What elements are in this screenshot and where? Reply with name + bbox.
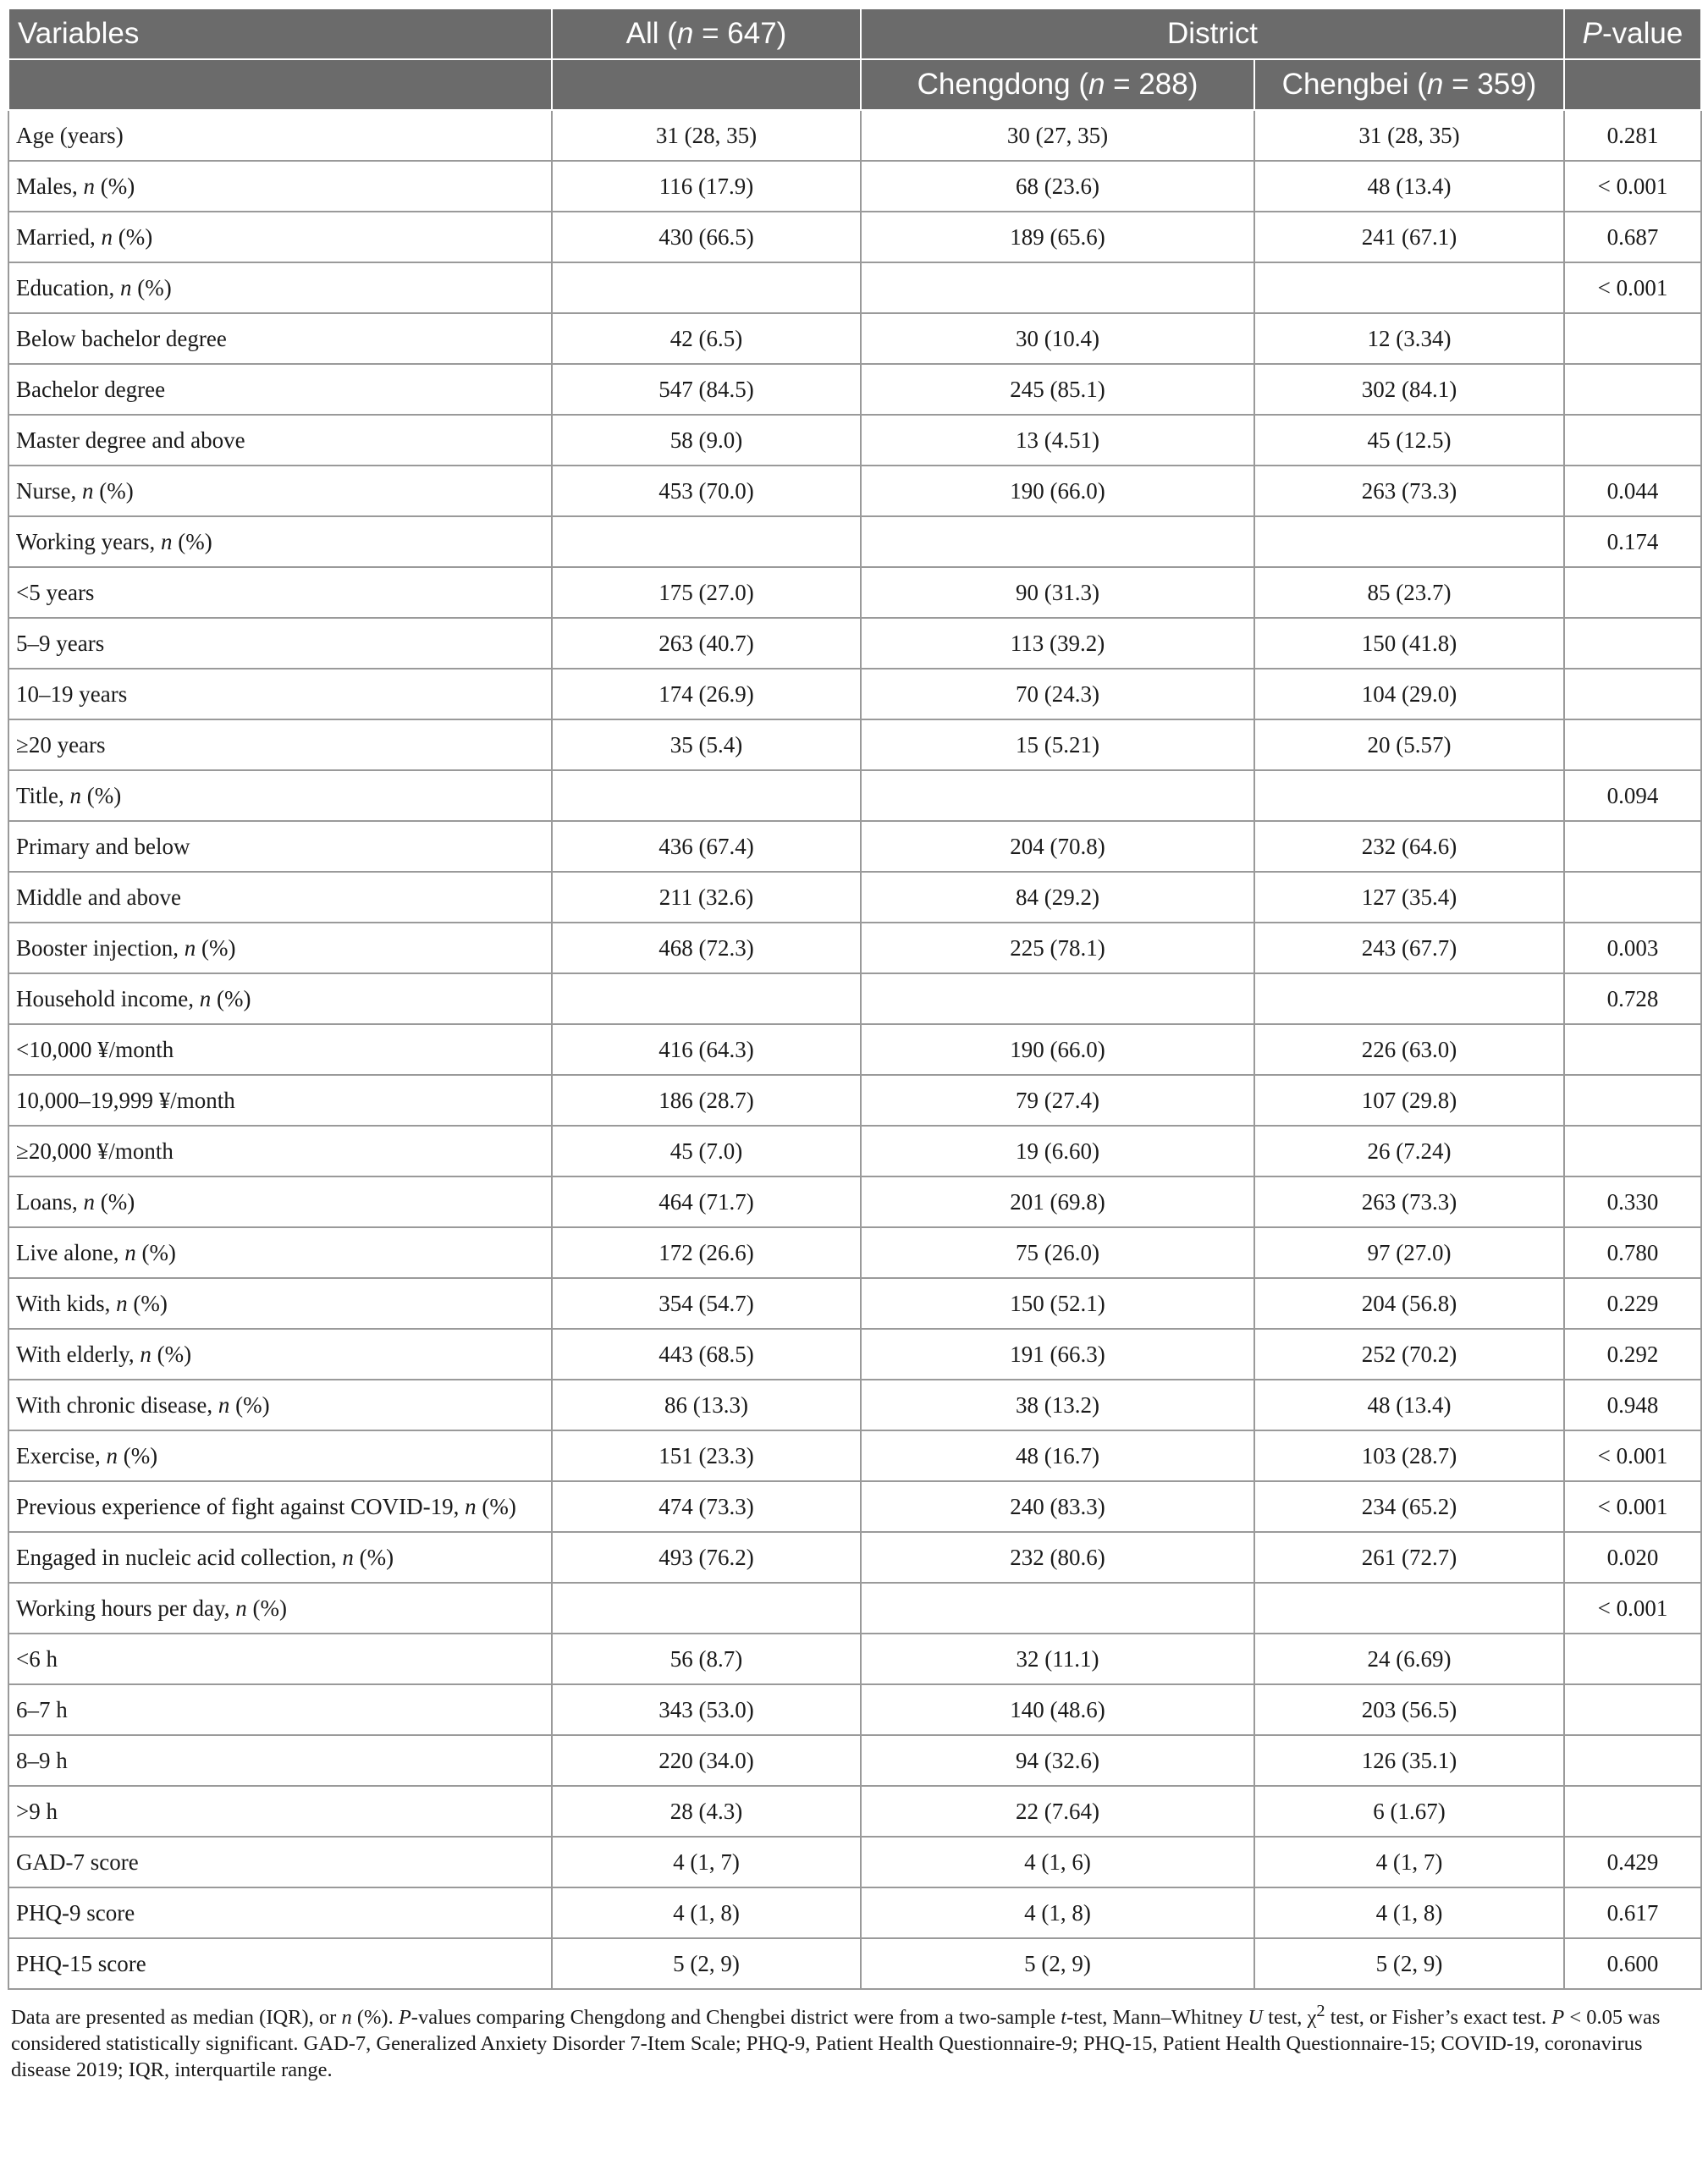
cell-variable: 6–7 h: [8, 1684, 552, 1735]
cell-p-value: [1564, 567, 1701, 618]
cell-all: 28 (4.3): [552, 1786, 861, 1837]
table-row: [8, 1126, 1701, 1176]
cell-all: 430 (66.5): [552, 212, 861, 262]
cell-chengdong: 30 (10.4): [861, 313, 1254, 364]
cell-variable: ≥20 years: [8, 719, 552, 770]
header-row-1: [8, 8, 1701, 59]
cell-chengdong: 150 (52.1): [861, 1278, 1254, 1329]
cell-p-value: 0.330: [1564, 1176, 1701, 1227]
cell-p-value: [1564, 618, 1701, 669]
cell-chengbei: 204 (56.8): [1254, 1278, 1564, 1329]
cell-chengdong: 190 (66.0): [861, 466, 1254, 516]
cell-chengdong: 22 (7.64): [861, 1786, 1254, 1837]
cell-variable: <10,000 ¥/month: [8, 1024, 552, 1075]
table-row: [8, 1532, 1701, 1583]
table-row: [8, 770, 1701, 821]
cell-p-value: 0.044: [1564, 466, 1701, 516]
cell-chengbei: 48 (13.4): [1254, 161, 1564, 212]
cell-p-value: 0.003: [1564, 923, 1701, 973]
cell-all: 172 (26.6): [552, 1227, 861, 1278]
table-row: [8, 1024, 1701, 1075]
table-row: [8, 618, 1701, 669]
cell-p-value: [1564, 1684, 1701, 1735]
cell-chengbei: 107 (29.8): [1254, 1075, 1564, 1126]
cell-chengdong: 201 (69.8): [861, 1176, 1254, 1227]
cell-chengbei: 150 (41.8): [1254, 618, 1564, 669]
cell-chengdong: 94 (32.6): [861, 1735, 1254, 1786]
cell-chengdong: [861, 516, 1254, 567]
cell-p-value: 0.229: [1564, 1278, 1701, 1329]
header-all: All (n = 647): [552, 8, 861, 59]
cell-chengbei: 263 (73.3): [1254, 1176, 1564, 1227]
table-row: [8, 110, 1701, 161]
cell-chengbei: 243 (67.7): [1254, 923, 1564, 973]
cell-p-value: [1564, 1075, 1701, 1126]
cell-chengbei: 104 (29.0): [1254, 669, 1564, 719]
cell-chengdong: 4 (1, 8): [861, 1887, 1254, 1938]
cell-p-value: 0.020: [1564, 1532, 1701, 1583]
cell-chengbei: 232 (64.6): [1254, 821, 1564, 872]
table-row: [8, 973, 1701, 1024]
cell-variable: Engaged in nucleic acid collection, n (%): [8, 1532, 552, 1583]
table-row: [8, 1583, 1701, 1634]
cell-chengdong: [861, 1583, 1254, 1634]
cell-p-value: 0.617: [1564, 1887, 1701, 1938]
cell-variable: Loans, n (%): [8, 1176, 552, 1227]
table-row: [8, 1887, 1701, 1938]
cell-chengdong: 113 (39.2): [861, 618, 1254, 669]
cell-all: 453 (70.0): [552, 466, 861, 516]
table-row: [8, 1278, 1701, 1329]
cell-chengbei: 263 (73.3): [1254, 466, 1564, 516]
header-row-2: [8, 59, 1701, 110]
cell-variable: Age (years): [8, 110, 552, 161]
table-row: [8, 719, 1701, 770]
table-row: [8, 1380, 1701, 1430]
cell-all: 464 (71.7): [552, 1176, 861, 1227]
cell-variable: PHQ-15 score: [8, 1938, 552, 1989]
header-blank: [8, 59, 552, 110]
header-district: District: [861, 8, 1564, 59]
cell-all: 174 (26.9): [552, 669, 861, 719]
cell-all: 86 (13.3): [552, 1380, 861, 1430]
cell-p-value: 0.094: [1564, 770, 1701, 821]
cell-chengdong: 204 (70.8): [861, 821, 1254, 872]
cell-all: 4 (1, 7): [552, 1837, 861, 1887]
cell-variable: Previous experience of fight against COVID-19, n (%): [8, 1481, 552, 1532]
cell-chengbei: [1254, 1583, 1564, 1634]
table-header: [8, 8, 1701, 110]
cell-variable: 10–19 years: [8, 669, 552, 719]
cell-all: [552, 973, 861, 1024]
cell-all: 547 (84.5): [552, 364, 861, 415]
table-row: [8, 567, 1701, 618]
header-blank: [552, 59, 861, 110]
cell-variable: ≥20,000 ¥/month: [8, 1126, 552, 1176]
cell-variable: Primary and below: [8, 821, 552, 872]
cell-all: 56 (8.7): [552, 1634, 861, 1684]
cell-variable: Title, n (%): [8, 770, 552, 821]
cell-chengbei: 127 (35.4): [1254, 872, 1564, 923]
cell-variable: With chronic disease, n (%): [8, 1380, 552, 1430]
cell-chengdong: 191 (66.3): [861, 1329, 1254, 1380]
header-p-value: P-value: [1564, 8, 1701, 59]
cell-chengbei: 12 (3.34): [1254, 313, 1564, 364]
cell-chengbei: 26 (7.24): [1254, 1126, 1564, 1176]
cell-all: 4 (1, 8): [552, 1887, 861, 1938]
cell-all: 354 (54.7): [552, 1278, 861, 1329]
table-footnote: Data are presented as median (IQR), or n (%). P-values comparing Chengdong and Chengbei district were from a two-sample t-test, Mann–Whitney U test, $\chi^2$ test, or Fisher’s exact test. P < 0.05 was considered statistically significant. GAD-7, Generalized Anxiety Disorder 7-Item Scale; PHQ-9, Patient Health Questionnaire-9; PHQ-15, Patient Health Questionnaire-15; COVID-19, coronavirus disease 2019; IQR, interquartile range.: [11, 2002, 1661, 2082]
cell-variable: Nurse, n (%): [8, 466, 552, 516]
cell-chengdong: 90 (31.3): [861, 567, 1254, 618]
cell-p-value: [1564, 364, 1701, 415]
cell-chengbei: 31 (28, 35): [1254, 110, 1564, 161]
cell-p-value: [1564, 719, 1701, 770]
cell-variable: PHQ-9 score: [8, 1887, 552, 1938]
cell-variable: Below bachelor degree: [8, 313, 552, 364]
cell-all: [552, 516, 861, 567]
cell-p-value: 0.281: [1564, 110, 1701, 161]
cell-chengbei: 20 (5.57): [1254, 719, 1564, 770]
cell-p-value: < 0.001: [1564, 262, 1701, 313]
cell-chengdong: 5 (2, 9): [861, 1938, 1254, 1989]
cell-variable: Married, n (%): [8, 212, 552, 262]
cell-chengdong: [861, 770, 1254, 821]
cell-all: 263 (40.7): [552, 618, 861, 669]
cell-variable: 5–9 years: [8, 618, 552, 669]
cell-all: 416 (64.3): [552, 1024, 861, 1075]
cell-chengbei: 234 (65.2): [1254, 1481, 1564, 1532]
cell-variable: Household income, n (%): [8, 973, 552, 1024]
cell-chengdong: 13 (4.51): [861, 415, 1254, 466]
cell-all: [552, 262, 861, 313]
cell-chengbei: 126 (35.1): [1254, 1735, 1564, 1786]
cell-variable: Males, n (%): [8, 161, 552, 212]
cell-chengbei: 48 (13.4): [1254, 1380, 1564, 1430]
cell-chengbei: [1254, 262, 1564, 313]
table-row: [8, 1786, 1701, 1837]
cell-chengdong: 79 (27.4): [861, 1075, 1254, 1126]
cell-chengdong: 19 (6.60): [861, 1126, 1254, 1176]
table-row: [8, 212, 1701, 262]
cell-chengdong: 140 (48.6): [861, 1684, 1254, 1735]
cell-chengdong: 4 (1, 6): [861, 1837, 1254, 1887]
cell-variable: Bachelor degree: [8, 364, 552, 415]
cell-variable: Exercise, n (%): [8, 1430, 552, 1481]
cell-chengbei: 5 (2, 9): [1254, 1938, 1564, 1989]
cell-variable: Booster injection, n (%): [8, 923, 552, 973]
cell-p-value: [1564, 821, 1701, 872]
header-chengdong: Chengdong (n = 288): [861, 59, 1254, 110]
table-row: [8, 1481, 1701, 1532]
cell-chengbei: 226 (63.0): [1254, 1024, 1564, 1075]
cell-chengbei: 6 (1.67): [1254, 1786, 1564, 1837]
cell-chengdong: 15 (5.21): [861, 719, 1254, 770]
cell-variable: Middle and above: [8, 872, 552, 923]
characteristics-table: [8, 8, 1702, 1990]
cell-chengbei: [1254, 973, 1564, 1024]
cell-variable: Master degree and above: [8, 415, 552, 466]
cell-chengdong: 84 (29.2): [861, 872, 1254, 923]
document-page: [8, 8, 1700, 2083]
cell-chengdong: 245 (85.1): [861, 364, 1254, 415]
cell-chengbei: 241 (67.1): [1254, 212, 1564, 262]
table-row: [8, 669, 1701, 719]
cell-variable: Live alone, n (%): [8, 1227, 552, 1278]
table-row: [8, 1837, 1701, 1887]
cell-chengbei: 4 (1, 7): [1254, 1837, 1564, 1887]
cell-p-value: [1564, 669, 1701, 719]
cell-chengdong: [861, 973, 1254, 1024]
cell-p-value: 0.687: [1564, 212, 1701, 262]
cell-all: 58 (9.0): [552, 415, 861, 466]
cell-all: [552, 1583, 861, 1634]
table-row: [8, 923, 1701, 973]
cell-chengbei: [1254, 516, 1564, 567]
table-row: [8, 1227, 1701, 1278]
cell-all: 31 (28, 35): [552, 110, 861, 161]
cell-chengdong: 225 (78.1): [861, 923, 1254, 973]
cell-chengdong: 75 (26.0): [861, 1227, 1254, 1278]
table-row: [8, 1176, 1701, 1227]
table-row: [8, 313, 1701, 364]
table-row: [8, 1938, 1701, 1989]
cell-all: 436 (67.4): [552, 821, 861, 872]
cell-chengdong: [861, 262, 1254, 313]
cell-chengdong: 68 (23.6): [861, 161, 1254, 212]
cell-chengdong: 48 (16.7): [861, 1430, 1254, 1481]
cell-p-value: [1564, 1634, 1701, 1684]
table-row: [8, 1684, 1701, 1735]
cell-chengbei: 24 (6.69): [1254, 1634, 1564, 1684]
cell-chengdong: 190 (66.0): [861, 1024, 1254, 1075]
cell-variable: >9 h: [8, 1786, 552, 1837]
cell-variable: Working hours per day, n (%): [8, 1583, 552, 1634]
cell-all: 343 (53.0): [552, 1684, 861, 1735]
cell-chengbei: [1254, 770, 1564, 821]
cell-chengbei: 203 (56.5): [1254, 1684, 1564, 1735]
cell-all: [552, 770, 861, 821]
cell-all: 5 (2, 9): [552, 1938, 861, 1989]
cell-p-value: [1564, 1735, 1701, 1786]
cell-all: 42 (6.5): [552, 313, 861, 364]
cell-variable: 8–9 h: [8, 1735, 552, 1786]
header-variables: Variables: [8, 8, 552, 59]
table-body: [8, 110, 1701, 1989]
cell-all: 175 (27.0): [552, 567, 861, 618]
cell-chengbei: 302 (84.1): [1254, 364, 1564, 415]
cell-all: 468 (72.3): [552, 923, 861, 973]
cell-chengbei: 45 (12.5): [1254, 415, 1564, 466]
table-row: [8, 516, 1701, 567]
table-row: [8, 1735, 1701, 1786]
cell-all: 211 (32.6): [552, 872, 861, 923]
cell-chengdong: 32 (11.1): [861, 1634, 1254, 1684]
cell-chengdong: 232 (80.6): [861, 1532, 1254, 1583]
header-blank: [1564, 59, 1701, 110]
cell-all: 443 (68.5): [552, 1329, 861, 1380]
table-row: [8, 364, 1701, 415]
table-row: [8, 415, 1701, 466]
cell-p-value: [1564, 415, 1701, 466]
cell-p-value: 0.948: [1564, 1380, 1701, 1430]
cell-variable: GAD-7 score: [8, 1837, 552, 1887]
table-row: [8, 1329, 1701, 1380]
cell-chengdong: 240 (83.3): [861, 1481, 1254, 1532]
cell-variable: With kids, n (%): [8, 1278, 552, 1329]
cell-p-value: 0.780: [1564, 1227, 1701, 1278]
cell-all: 116 (17.9): [552, 161, 861, 212]
table-row: [8, 821, 1701, 872]
header-chengbei: Chengbei (n = 359): [1254, 59, 1564, 110]
cell-chengbei: 261 (72.7): [1254, 1532, 1564, 1583]
cell-chengdong: 189 (65.6): [861, 212, 1254, 262]
cell-chengbei: 103 (28.7): [1254, 1430, 1564, 1481]
cell-chengdong: 30 (27, 35): [861, 110, 1254, 161]
cell-chengbei: 4 (1, 8): [1254, 1887, 1564, 1938]
cell-chengbei: 252 (70.2): [1254, 1329, 1564, 1380]
cell-all: 35 (5.4): [552, 719, 861, 770]
cell-p-value: < 0.001: [1564, 161, 1701, 212]
cell-all: 474 (73.3): [552, 1481, 861, 1532]
cell-p-value: 0.292: [1564, 1329, 1701, 1380]
table-row: [8, 872, 1701, 923]
table-row: [8, 1634, 1701, 1684]
cell-variable: With elderly, n (%): [8, 1329, 552, 1380]
cell-variable: Education, n (%): [8, 262, 552, 313]
table-row: [8, 262, 1701, 313]
cell-p-value: [1564, 872, 1701, 923]
cell-variable: Working years, n (%): [8, 516, 552, 567]
cell-all: 45 (7.0): [552, 1126, 861, 1176]
cell-variable: <6 h: [8, 1634, 552, 1684]
cell-p-value: [1564, 313, 1701, 364]
cell-p-value: < 0.001: [1564, 1481, 1701, 1532]
cell-chengdong: 70 (24.3): [861, 669, 1254, 719]
cell-p-value: 0.600: [1564, 1938, 1701, 1989]
cell-p-value: < 0.001: [1564, 1583, 1701, 1634]
cell-chengdong: 38 (13.2): [861, 1380, 1254, 1430]
cell-p-value: [1564, 1126, 1701, 1176]
cell-variable: 10,000–19,999 ¥/month: [8, 1075, 552, 1126]
cell-chengbei: 97 (27.0): [1254, 1227, 1564, 1278]
cell-all: 151 (23.3): [552, 1430, 861, 1481]
table-row: [8, 1430, 1701, 1481]
table-row: [8, 466, 1701, 516]
cell-p-value: < 0.001: [1564, 1430, 1701, 1481]
cell-chengbei: 85 (23.7): [1254, 567, 1564, 618]
cell-p-value: [1564, 1786, 1701, 1837]
cell-variable: <5 years: [8, 567, 552, 618]
table-row: [8, 1075, 1701, 1126]
cell-all: 220 (34.0): [552, 1735, 861, 1786]
cell-p-value: 0.174: [1564, 516, 1701, 567]
cell-all: 186 (28.7): [552, 1075, 861, 1126]
cell-p-value: 0.429: [1564, 1837, 1701, 1887]
cell-all: 493 (76.2): [552, 1532, 861, 1583]
cell-p-value: 0.728: [1564, 973, 1701, 1024]
cell-p-value: [1564, 1024, 1701, 1075]
table-row: [8, 161, 1701, 212]
